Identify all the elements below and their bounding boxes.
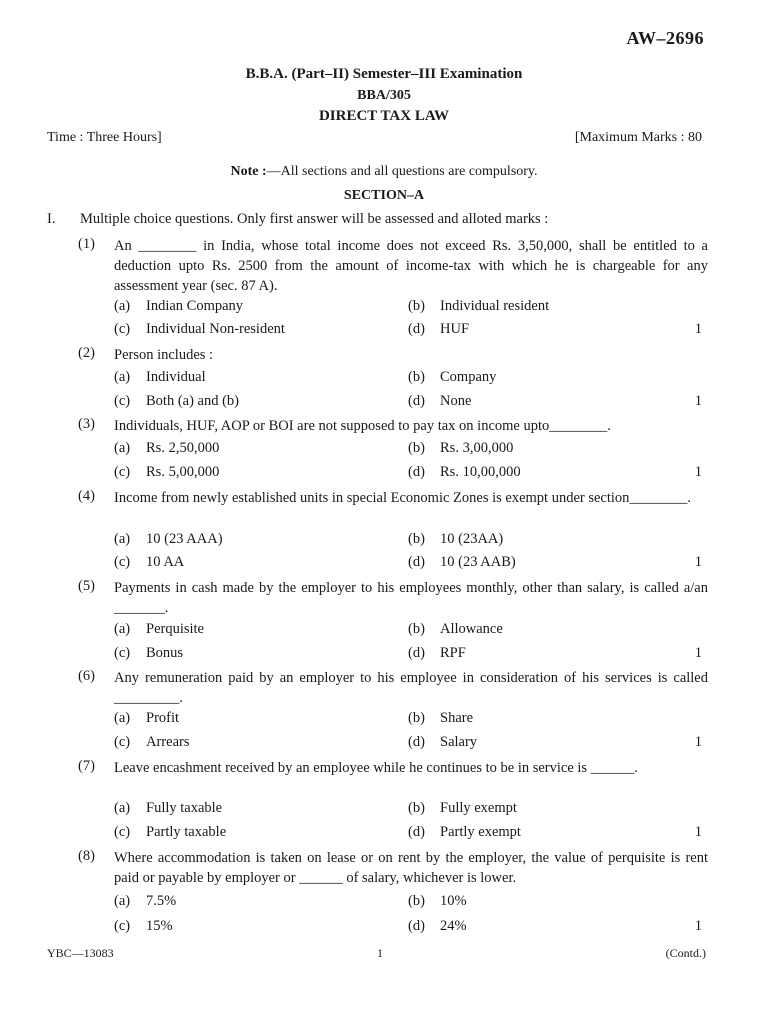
footer-code: YBC—13083: [47, 946, 114, 960]
option-d: (d) 24%: [408, 918, 467, 934]
option-d: (d) RPF: [408, 645, 466, 661]
question-text: Where accommodation is taken on lease or on rent by the employer, the value of perquisite is rent paid or payable by employer or ______ of salary, whichever is lower.: [114, 850, 708, 886]
main-question-number: I.: [47, 211, 56, 227]
option-c: (c) Individual Non-resident: [114, 321, 285, 337]
question-marks: 1: [694, 321, 702, 337]
main-question-text: Multiple choice questions. Only first answer will be assessed and alloted marks :: [80, 211, 549, 227]
option-a: (a) Rs. 2,50,000: [114, 440, 220, 456]
continued-label: (Contd.): [665, 946, 706, 960]
time-allowed: Time : Three Hours]: [47, 130, 162, 145]
question-number: (2): [78, 345, 95, 361]
option-a: (a) Perquisite: [114, 621, 204, 637]
section-heading: SECTION–A: [343, 188, 425, 203]
question-marks: 1: [694, 824, 702, 840]
option-c: (c) 15%: [114, 918, 173, 934]
question-3: [78, 416, 708, 436]
exam-title: B.B.A. (Part–II) Semester–III Examination: [245, 66, 523, 82]
question-text: Person includes :: [114, 347, 214, 363]
question-text: Payments in cash made by the employer to his employees monthly, other than salary, is called a/an _______.: [114, 580, 708, 616]
subject-title: DIRECT TAX LAW: [318, 108, 450, 124]
course-code: BBA/305: [357, 88, 411, 103]
maximum-marks: [Maximum Marks : 80: [574, 130, 702, 145]
question-marks: 1: [694, 464, 702, 480]
option-b: (b) 10%: [408, 893, 467, 909]
question-number: (1): [78, 236, 95, 252]
question-8: [78, 848, 708, 888]
question-number: (7): [78, 758, 95, 774]
option-d: (d) 10 (23 AAB): [408, 554, 516, 570]
option-d: (d) HUF: [408, 321, 470, 337]
option-a: (a) Fully taxable: [114, 800, 223, 816]
page-number: 1: [377, 946, 383, 960]
question-4: [78, 488, 708, 508]
question-marks: 1: [694, 918, 702, 934]
question-marks: 1: [694, 734, 702, 750]
option-a: (a) Individual: [114, 369, 206, 385]
note-label: Note :: [230, 164, 267, 179]
question-2: [78, 345, 708, 365]
option-b: (b) Rs. 3,00,000: [408, 440, 514, 456]
question-number: (6): [78, 668, 95, 684]
option-d: (d) None: [408, 393, 472, 409]
option-b: (b) Fully exempt: [408, 800, 517, 816]
option-c: (c) Arrears: [114, 734, 190, 750]
question-marks: 1: [694, 645, 702, 661]
paper-code: AW–2696: [626, 28, 704, 48]
note-text: —All sections and all questions are compulsory.: [266, 164, 538, 179]
note: [0, 164, 768, 180]
question-text: Any remuneration paid by an employer to his employee in consideration of his services is called _________.: [114, 670, 708, 706]
option-a: (a) Profit: [114, 710, 180, 726]
option-d: (d) Rs. 10,00,000: [408, 464, 521, 480]
question-number: (3): [78, 416, 95, 432]
option-d: (d) Salary: [408, 734, 478, 750]
option-c: (c) 10 AA: [114, 554, 185, 570]
option-a: (a) 7.5%: [114, 893, 177, 909]
option-d: (d) Partly exempt: [408, 824, 521, 840]
option-b: (b) Share: [408, 710, 474, 726]
question-marks: 1: [694, 554, 702, 570]
question-number: (5): [78, 578, 95, 594]
option-b: (b) Company: [408, 369, 497, 385]
question-number: (4): [78, 488, 95, 504]
question-text: Leave encashment received by an employee while he continues to be in service is ______.: [114, 760, 638, 776]
option-b: (b) Allowance: [408, 621, 503, 637]
option-c: (c) Rs. 5,00,000: [114, 464, 220, 480]
option-b: (b) Individual resident: [408, 298, 550, 314]
option-c: (c) Partly taxable: [114, 824, 227, 840]
question-5: [78, 578, 708, 618]
question-number: (8): [78, 848, 95, 864]
question-text: Income from newly established units in special Economic Zones is exempt under section________.: [114, 490, 692, 506]
question-text: An ________ in India, whose total income does not exceed Rs. 3,50,000, shall be entitled to a deduction upto Rs. 2500 from the amount of income-tax with which he is chargeable for any assessment year (sec. 87 A).: [114, 238, 708, 294]
option-c: (c) Both (a) and (b): [114, 393, 240, 409]
option-b: (b) 10 (23AA): [408, 531, 504, 547]
option-a: (a) 10 (23 AAA): [114, 531, 223, 547]
option-c: (c) Bonus: [114, 645, 184, 661]
question-marks: 1: [694, 393, 702, 409]
question-1: [78, 236, 708, 296]
question-6: [78, 668, 708, 708]
question-7: [78, 758, 708, 778]
option-a: (a) Indian Company: [114, 298, 244, 314]
question-text: Individuals, HUF, AOP or BOI are not supposed to pay tax on income upto________.: [114, 418, 611, 434]
